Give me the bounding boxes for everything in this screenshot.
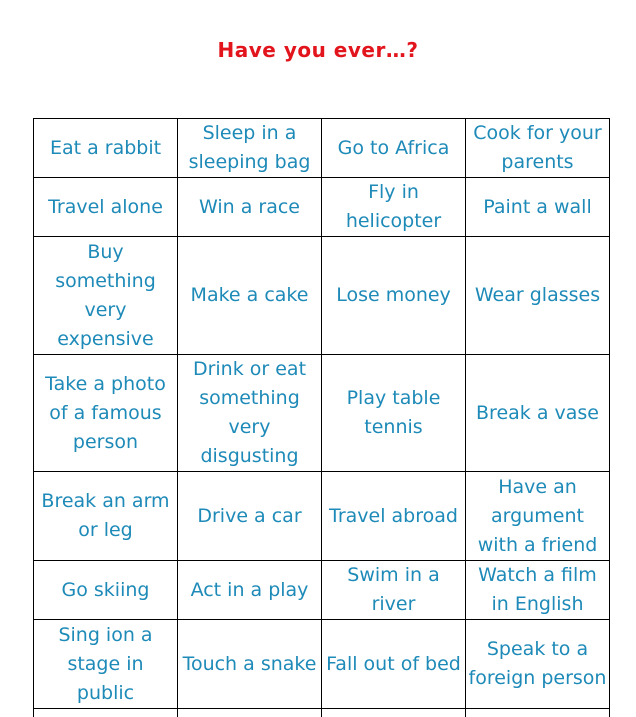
grid-cell: Eat a rabbit	[34, 119, 178, 178]
grid-cell-empty	[322, 709, 466, 717]
grid-cell: Watch a film in English	[466, 561, 610, 620]
grid-cell: Sleep in a sleeping bag	[178, 119, 322, 178]
grid-cell: Break an arm or leg	[34, 472, 178, 561]
grid-cell: Travel alone	[34, 178, 178, 237]
table-row	[34, 561, 610, 620]
table-row	[34, 178, 610, 237]
grid-cell: Have an argument with a friend	[466, 472, 610, 561]
table-row	[34, 119, 610, 178]
grid-cell: Sing ion a stage in public	[34, 620, 178, 709]
grid-cell-empty	[34, 709, 178, 717]
grid-cell: Fall out of bed	[322, 620, 466, 709]
grid-cell: Go to Africa	[322, 119, 466, 178]
table-row-partial	[34, 709, 610, 717]
grid-cell: Go skiing	[34, 561, 178, 620]
grid-cell: Fly in helicopter	[322, 178, 466, 237]
grid-cell: Cook for your parents	[466, 119, 610, 178]
grid-cell-empty	[466, 709, 610, 717]
grid-cell: Swim in a river	[322, 561, 466, 620]
grid-cell: Travel abroad	[322, 472, 466, 561]
grid-cell: Buy something very expensive	[34, 237, 178, 355]
grid-cell: Paint a wall	[466, 178, 610, 237]
table-row	[34, 355, 610, 472]
table-row	[34, 472, 610, 561]
grid-cell: Take a photo of a famous person	[34, 355, 178, 472]
grid-cell: Win a race	[178, 178, 322, 237]
activity-grid	[33, 118, 610, 717]
grid-cell-empty	[178, 709, 322, 717]
grid-cell: Drink or eat something very disgusting	[178, 355, 322, 472]
grid-cell: Lose money	[322, 237, 466, 355]
grid-cell: Touch a snake	[178, 620, 322, 709]
grid-cell: Speak to a foreign person	[466, 620, 610, 709]
table-row	[34, 620, 610, 709]
grid-cell: Make a cake	[178, 237, 322, 355]
grid-cell: Wear glasses	[466, 237, 610, 355]
grid-cell: Break a vase	[466, 355, 610, 472]
grid-cell: Play table tennis	[322, 355, 466, 472]
grid-cell: Drive a car	[178, 472, 322, 561]
page-title: Have you ever…?	[217, 38, 419, 62]
table-row	[34, 237, 610, 355]
grid-cell: Act in a play	[178, 561, 322, 620]
